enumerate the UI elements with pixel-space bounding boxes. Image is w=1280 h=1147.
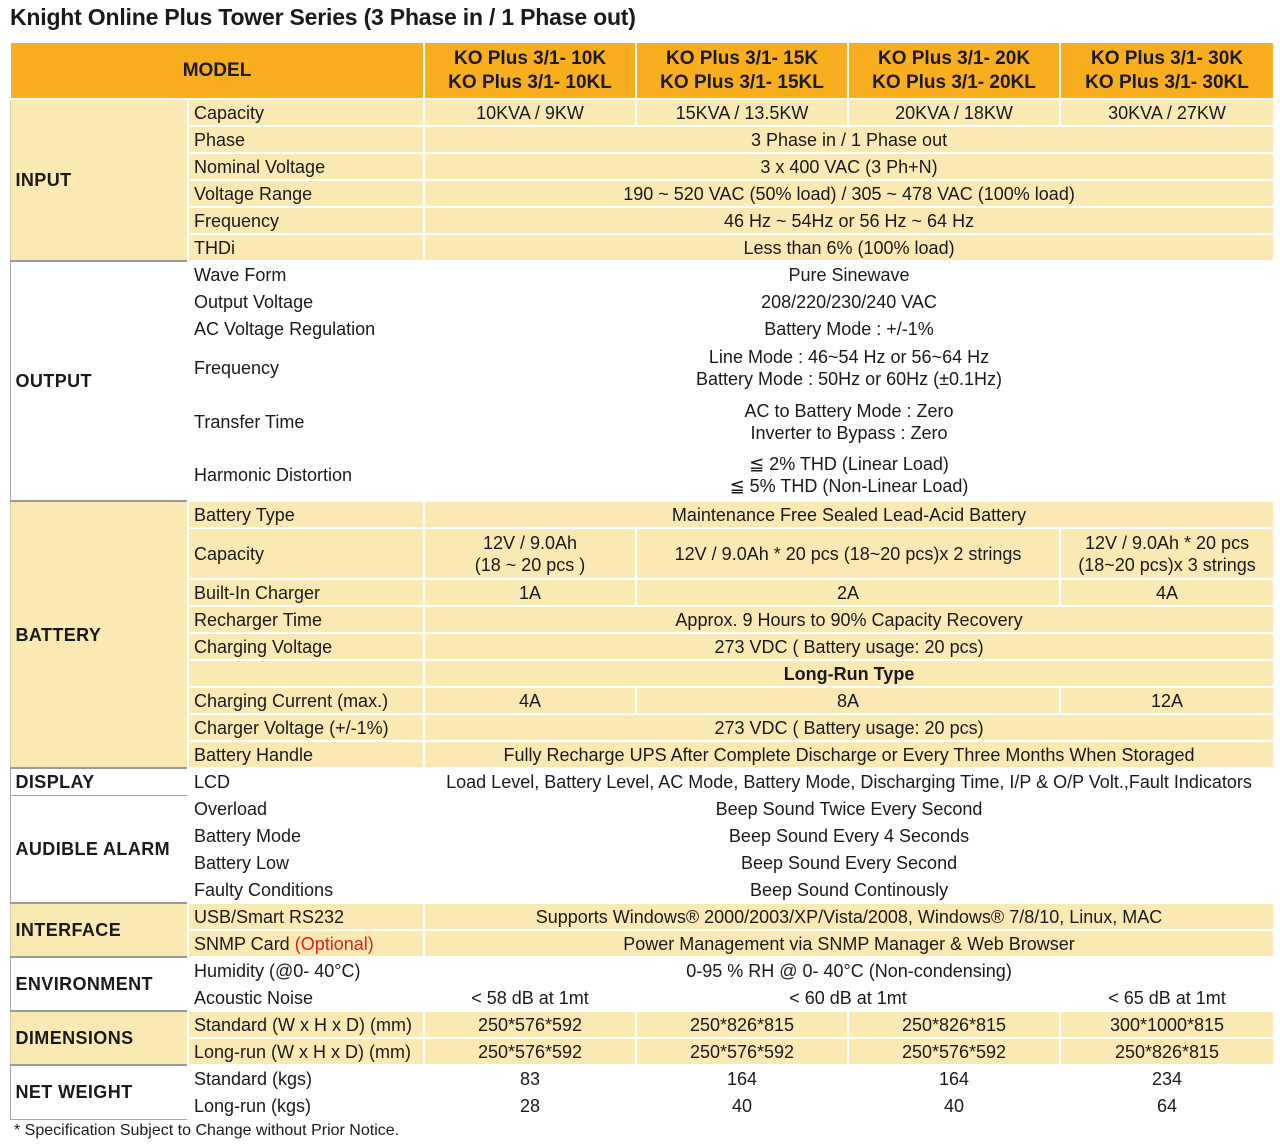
row-label: THDi: [188, 234, 424, 261]
cell-value: Approx. 9 Hours to 90% Capacity Recovery: [424, 606, 1274, 633]
table-row: [10, 876, 1274, 903]
cell-value: 250*576*592: [848, 1038, 1060, 1065]
row-label: Charger Voltage (+/-1%): [188, 714, 424, 741]
table-row: [10, 1011, 1274, 1038]
row-label: Voltage Range: [188, 180, 424, 207]
row-label: SNMP Card (Optional): [188, 930, 424, 957]
cell-value: 250*826*815: [1060, 1038, 1274, 1065]
table-row: [10, 449, 1274, 501]
cell-value: 0-95 % RH @ 0- 40°C (Non-condensing): [424, 957, 1274, 984]
row-label: Frequency: [188, 207, 424, 234]
cell-value: Supports Windows® 2000/2003/XP/Vista/2008, Windows® 7/8/10, Linux, MAC: [424, 903, 1274, 930]
table-row: [10, 579, 1274, 606]
row-label: Battery Mode: [188, 822, 424, 849]
row-label: Nominal Voltage: [188, 153, 424, 180]
category-audible-alarm: AUDIBLE ALARM: [10, 795, 188, 903]
table-row: [10, 180, 1274, 207]
cell-value: 250*576*592: [424, 1011, 636, 1038]
row-label: Overload: [188, 795, 424, 822]
cell-value: 250*576*592: [424, 1038, 636, 1065]
cell-value: 83: [424, 1065, 636, 1092]
category-display: DISPLAY: [10, 768, 188, 795]
cell-value: 40: [848, 1092, 1060, 1119]
category-interface: INTERFACE: [10, 903, 188, 957]
cell-value: Beep Sound Twice Every Second: [424, 795, 1274, 822]
table-row: [10, 660, 1274, 687]
cell-value: 10KVA / 9KW: [424, 99, 636, 126]
model-30k: KO Plus 3/1- 30K KO Plus 3/1- 30KL: [1060, 42, 1274, 99]
cell-value: Beep Sound Continously: [424, 876, 1274, 903]
cell-value: Fully Recharge UPS After Complete Discharge or Every Three Months When Storaged: [424, 741, 1274, 768]
cell-value: 164: [636, 1065, 848, 1092]
table-row: [10, 822, 1274, 849]
cell-value: 40: [636, 1092, 848, 1119]
row-label: Built-In Charger: [188, 579, 424, 606]
cell-value: ≦ 2% THD (Linear Load) ≦ 5% THD (Non-Linear Load): [424, 449, 1274, 501]
category-net-weight: NET WEIGHT: [10, 1065, 188, 1119]
model-label: MODEL: [10, 42, 424, 99]
row-label: Capacity: [188, 99, 424, 126]
row-label: Acoustic Noise: [188, 984, 424, 1011]
row-label: [188, 660, 424, 687]
cell-value: Power Management via SNMP Manager & Web Browser: [424, 930, 1274, 957]
table-row: [10, 207, 1274, 234]
table-row: [10, 957, 1274, 984]
cell-value: 46 Hz ~ 54Hz or 56 Hz ~ 64 Hz: [424, 207, 1274, 234]
row-label: Transfer Time: [188, 394, 424, 449]
cell-value: 273 VDC ( Battery usage: 20 pcs): [424, 714, 1274, 741]
cell-value: 8A: [636, 687, 1060, 714]
table-row: [10, 795, 1274, 822]
table-row: [10, 930, 1274, 957]
cell-value: 250*826*815: [848, 1011, 1060, 1038]
row-label: Phase: [188, 126, 424, 153]
cell-value: Battery Mode : +/-1%: [424, 315, 1274, 342]
row-label: Recharger Time: [188, 606, 424, 633]
category-output: OUTPUT: [10, 261, 188, 501]
cell-value: 250*826*815: [636, 1011, 848, 1038]
table-row: [10, 984, 1274, 1011]
cell-value: AC to Battery Mode : Zero Inverter to Bypass : Zero: [424, 394, 1274, 449]
cell-value: 4A: [424, 687, 636, 714]
table-row: [10, 153, 1274, 180]
row-label: Battery Type: [188, 501, 424, 528]
optional-note: (Optional): [294, 933, 374, 954]
cell-value: 3 Phase in / 1 Phase out: [424, 126, 1274, 153]
table-row: [10, 501, 1274, 528]
row-label: USB/Smart RS232: [188, 903, 424, 930]
cell-value: 20KVA / 18KW: [848, 99, 1060, 126]
table-row: [10, 1092, 1274, 1119]
footnote: * Specification Subject to Change without Prior Notice.: [14, 1122, 400, 1139]
row-label: Charging Current (max.): [188, 687, 424, 714]
row-label: Standard (W x H x D) (mm): [188, 1011, 424, 1038]
cell-value: 234: [1060, 1065, 1274, 1092]
table-row: [10, 1065, 1274, 1092]
table-row: [10, 342, 1274, 394]
cell-value: 3 x 400 VAC (3 Ph+N): [424, 153, 1274, 180]
cell-value: 164: [848, 1065, 1060, 1092]
table-row: [10, 315, 1274, 342]
cell-value: 1A: [424, 579, 636, 606]
cell-value: 208/220/230/240 VAC: [424, 288, 1274, 315]
row-label: Standard (kgs): [188, 1065, 424, 1092]
table-row: [10, 741, 1274, 768]
row-label: Long-run (kgs): [188, 1092, 424, 1119]
table-row: [10, 606, 1274, 633]
cell-value: 4A: [1060, 579, 1274, 606]
model-10k: KO Plus 3/1- 10K KO Plus 3/1- 10KL: [424, 42, 636, 99]
row-label: Humidity (@0- 40°C): [188, 957, 424, 984]
cell-value: Pure Sinewave: [424, 261, 1274, 288]
cell-value: Line Mode : 46~54 Hz or 56~64 Hz Battery Mode : 50Hz or 60Hz (±0.1Hz): [424, 342, 1274, 394]
cell-value: 250*576*592: [636, 1038, 848, 1065]
table-row: [10, 234, 1274, 261]
page-title: Knight Online Plus Tower Series (3 Phase in / 1 Phase out): [10, 4, 636, 30]
table-row: [10, 1038, 1274, 1065]
row-label: Long-run (W x H x D) (mm): [188, 1038, 424, 1065]
category-input: INPUT: [10, 99, 188, 261]
row-label: Output Voltage: [188, 288, 424, 315]
model-20k: KO Plus 3/1- 20K KO Plus 3/1- 20KL: [848, 42, 1060, 99]
table-row: [10, 288, 1274, 315]
category-battery: BATTERY: [10, 501, 188, 768]
cell-value: 28: [424, 1092, 636, 1119]
cell-value: 30KVA / 27KW: [1060, 99, 1274, 126]
table-row: [10, 903, 1274, 930]
table-row: [10, 261, 1274, 288]
table-row: [10, 126, 1274, 153]
row-label: AC Voltage Regulation: [188, 315, 424, 342]
cell-value: Beep Sound Every 4 Seconds: [424, 822, 1274, 849]
row-label: Battery Handle: [188, 741, 424, 768]
cell-value: 273 VDC ( Battery usage: 20 pcs): [424, 633, 1274, 660]
table-row: [10, 768, 1274, 795]
row-label: Harmonic Distortion: [188, 449, 424, 501]
cell-value: Load Level, Battery Level, AC Mode, Battery Mode, Discharging Time, I/P & O/P Volt.,Fault Indicators: [424, 768, 1274, 795]
long-run-heading: Long-Run Type: [424, 660, 1274, 687]
row-label: Wave Form: [188, 261, 424, 288]
table-row: [10, 687, 1274, 714]
cell-value: < 65 dB at 1mt: [1060, 984, 1274, 1011]
cell-value: < 58 dB at 1mt: [424, 984, 636, 1011]
category-dimensions: DIMENSIONS: [10, 1011, 188, 1065]
table-row: [10, 714, 1274, 741]
row-label: Battery Low: [188, 849, 424, 876]
cell-value: 2A: [636, 579, 1060, 606]
table-row: [10, 849, 1274, 876]
model-15k: KO Plus 3/1- 15K KO Plus 3/1- 15KL: [636, 42, 848, 99]
cell-value: 12V / 9.0Ah * 20 pcs (18~20 pcs)x 2 strings: [636, 528, 1060, 579]
row-label: Charging Voltage: [188, 633, 424, 660]
header-row: [10, 42, 1274, 99]
cell-value: 64: [1060, 1092, 1274, 1119]
row-label: Faulty Conditions: [188, 876, 424, 903]
spec-table: [9, 41, 1275, 1120]
category-environment: ENVIRONMENT: [10, 957, 188, 1011]
table-row: [10, 633, 1274, 660]
table-row: [10, 394, 1274, 449]
table-row: [10, 528, 1274, 579]
cell-value: 12A: [1060, 687, 1274, 714]
row-label: Capacity: [188, 528, 424, 579]
cell-value: Beep Sound Every Second: [424, 849, 1274, 876]
cell-value: < 60 dB at 1mt: [636, 984, 1060, 1011]
cell-value: 190 ~ 520 VAC (50% load) / 305 ~ 478 VAC (100% load): [424, 180, 1274, 207]
cell-value: 12V / 9.0Ah (18 ~ 20 pcs ): [424, 528, 636, 579]
row-label: LCD: [188, 768, 424, 795]
cell-value: 15KVA / 13.5KW: [636, 99, 848, 126]
row-label: Frequency: [188, 342, 424, 394]
cell-value: 300*1000*815: [1060, 1011, 1274, 1038]
cell-value: Maintenance Free Sealed Lead-Acid Battery: [424, 501, 1274, 528]
cell-value: 12V / 9.0Ah * 20 pcs (18~20 pcs)x 3 strings: [1060, 528, 1274, 579]
cell-value: Less than 6% (100% load): [424, 234, 1274, 261]
table-row: [10, 99, 1274, 126]
